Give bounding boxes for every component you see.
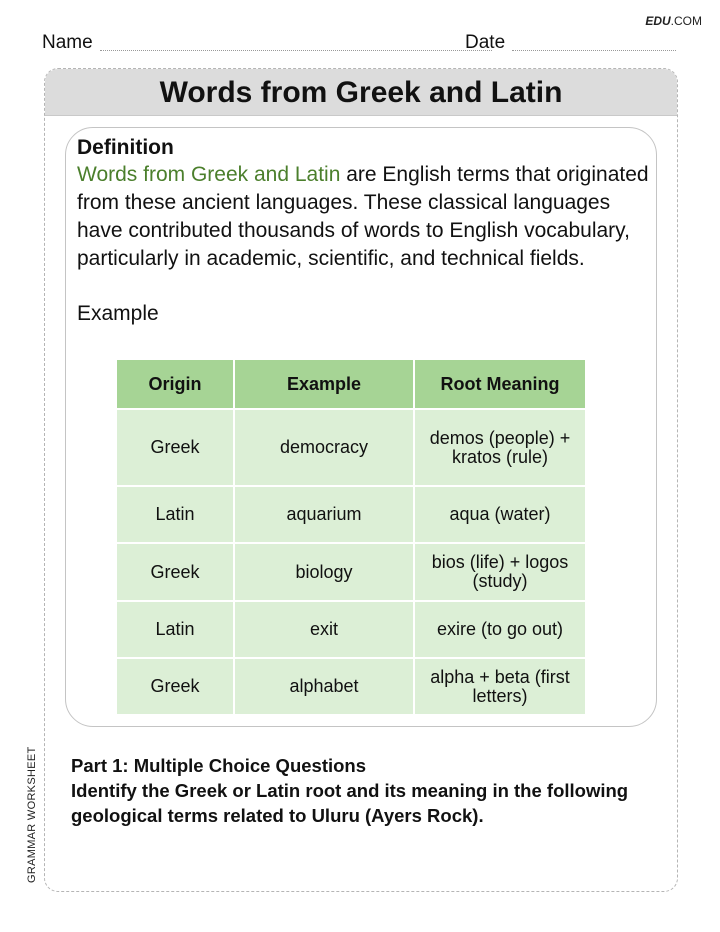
page-title: Words from Greek and Latin — [159, 76, 563, 109]
origin-cell: Greek — [116, 658, 234, 715]
table-row — [116, 543, 586, 601]
example-cell: exit — [234, 601, 414, 658]
name-date-row — [42, 32, 676, 56]
origin-cell: Greek — [116, 409, 234, 486]
meaning-cell: bios (life) + logos (study) — [414, 543, 586, 601]
example-label: Example — [77, 302, 159, 325]
table-row — [116, 658, 586, 715]
definition-body: are English terms that originated from these ancient languages. These classical languages have contributed thousands of words to English vocabulary, particularly in academic, scientific, and technical fields. — [77, 163, 649, 270]
definition-heading: Definition — [77, 136, 174, 159]
definition-text — [77, 161, 649, 273]
meaning-cell: alpha + beta (first letters) — [414, 658, 586, 715]
meaning-cell: aqua (water) — [414, 486, 586, 543]
example-cell: aquarium — [234, 486, 414, 543]
table-row — [116, 601, 586, 658]
grammar-worksheet-label: GRAMMAR WORKSHEET — [26, 746, 38, 883]
part1-section — [71, 753, 651, 828]
part1-heading: Part 1: Multiple Choice Questions — [71, 755, 367, 776]
meaning-cell: demos (people) + kratos (rule) — [414, 409, 586, 486]
example-cell: alphabet — [234, 658, 414, 715]
header-example: Example — [234, 359, 414, 409]
origin-cell: Latin — [116, 601, 234, 658]
name-label: Name — [42, 32, 93, 53]
worksheet-frame — [44, 68, 678, 892]
roots-table — [115, 358, 587, 716]
header-root-meaning: Root Meaning — [414, 359, 586, 409]
table-header-row — [116, 359, 586, 409]
logo-rest: .COM — [670, 14, 702, 28]
name-line[interactable] — [100, 50, 492, 51]
header-origin: Origin — [116, 359, 234, 409]
edu-com-logo — [645, 14, 702, 28]
origin-cell: Latin — [116, 486, 234, 543]
example-cell: biology — [234, 543, 414, 601]
date-line[interactable] — [512, 50, 676, 51]
table-row — [116, 409, 586, 486]
meaning-cell: exire (to go out) — [414, 601, 586, 658]
origin-cell: Greek — [116, 543, 234, 601]
title-bar — [45, 69, 677, 116]
definition-term: Words from Greek and Latin — [77, 163, 341, 186]
date-label: Date — [465, 32, 506, 53]
part1-instruction: Identify the Greek or Latin root and its meaning in the following geological terms related to Uluru (Ayers Rock). — [71, 780, 629, 826]
table-row — [116, 486, 586, 543]
example-cell: democracy — [234, 409, 414, 486]
definition-box — [65, 127, 657, 727]
logo-bold: EDU — [645, 14, 671, 28]
